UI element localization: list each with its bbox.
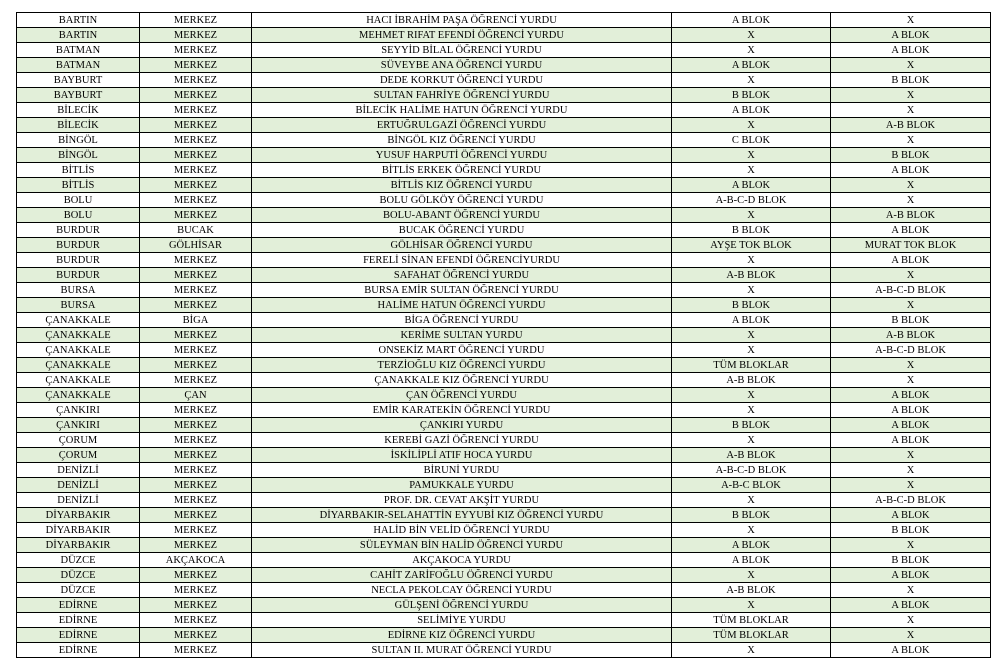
block-column-4-cell: A BLOK — [672, 313, 831, 328]
city-cell: BURDUR — [17, 253, 140, 268]
block-column-5-cell: B BLOK — [831, 73, 991, 88]
block-column-5-cell: X — [831, 58, 991, 73]
table-row — [17, 13, 991, 28]
dormitory-table — [16, 12, 991, 658]
block-column-4-cell: X — [672, 403, 831, 418]
dorm-name-cell: SULTAN FAHRİYE ÖĞRENCİ YURDU — [252, 88, 672, 103]
block-column-4-cell: A-B BLOK — [672, 448, 831, 463]
table-row — [17, 163, 991, 178]
table-row — [17, 433, 991, 448]
district-cell: MERKEZ — [140, 478, 252, 493]
dorm-name-cell: BİTLİS ERKEK ÖĞRENCİ YURDU — [252, 163, 672, 178]
block-column-5-cell: MURAT TOK BLOK — [831, 238, 991, 253]
district-cell: MERKEZ — [140, 268, 252, 283]
block-column-4-cell: A-B-C-D BLOK — [672, 193, 831, 208]
dorm-name-cell: BURSA EMİR SULTAN ÖĞRENCİ YURDU — [252, 283, 672, 298]
block-column-5-cell: B BLOK — [831, 313, 991, 328]
city-cell: DÜZCE — [17, 553, 140, 568]
block-column-4-cell: A-B BLOK — [672, 583, 831, 598]
document-page — [16, 12, 990, 658]
city-cell: DENİZLİ — [17, 463, 140, 478]
block-column-5-cell: X — [831, 103, 991, 118]
city-cell: BARTIN — [17, 28, 140, 43]
dorm-name-cell: BİRUNİ YURDU — [252, 463, 672, 478]
dorm-name-cell: SULTAN II. MURAT ÖĞRENCİ YURDU — [252, 643, 672, 658]
block-column-5-cell: B BLOK — [831, 148, 991, 163]
district-cell: MERKEZ — [140, 28, 252, 43]
city-cell: BOLU — [17, 193, 140, 208]
table-row — [17, 643, 991, 658]
district-cell: MERKEZ — [140, 448, 252, 463]
dorm-name-cell: PAMUKKALE YURDU — [252, 478, 672, 493]
table-row — [17, 193, 991, 208]
block-column-5-cell: X — [831, 193, 991, 208]
block-column-4-cell: A-B BLOK — [672, 373, 831, 388]
city-cell: BİTLİS — [17, 163, 140, 178]
district-cell: AKÇAKOCA — [140, 553, 252, 568]
dorm-name-cell: HALİD BİN VELİD ÖĞRENCİ YURDU — [252, 523, 672, 538]
block-column-5-cell: X — [831, 628, 991, 643]
block-column-4-cell: X — [672, 388, 831, 403]
block-column-4-cell: A BLOK — [672, 553, 831, 568]
block-column-5-cell: A-B BLOK — [831, 328, 991, 343]
block-column-4-cell: B BLOK — [672, 298, 831, 313]
city-cell: BAYBURT — [17, 73, 140, 88]
district-cell: MERKEZ — [140, 283, 252, 298]
table-row — [17, 583, 991, 598]
block-column-4-cell: TÜM BLOKLAR — [672, 628, 831, 643]
city-cell: DİYARBAKIR — [17, 523, 140, 538]
block-column-5-cell: A BLOK — [831, 388, 991, 403]
block-column-5-cell: A BLOK — [831, 418, 991, 433]
dorm-name-cell: SÜVEYBE ANA ÖĞRENCİ YURDU — [252, 58, 672, 73]
city-cell: BATMAN — [17, 43, 140, 58]
table-row — [17, 58, 991, 73]
block-column-5-cell: A-B-C-D BLOK — [831, 343, 991, 358]
city-cell: EDİRNE — [17, 628, 140, 643]
district-cell: MERKEZ — [140, 403, 252, 418]
block-column-4-cell: X — [672, 118, 831, 133]
table-row — [17, 268, 991, 283]
city-cell: ÇANKIRI — [17, 403, 140, 418]
district-cell: MERKEZ — [140, 463, 252, 478]
city-cell: BİNGÖL — [17, 133, 140, 148]
block-column-4-cell: TÜM BLOKLAR — [672, 358, 831, 373]
district-cell: MERKEZ — [140, 58, 252, 73]
block-column-5-cell: A BLOK — [831, 598, 991, 613]
dorm-name-cell: SÜLEYMAN BİN HALİD ÖĞRENCİ YURDU — [252, 538, 672, 553]
block-column-4-cell: A-B-C-D BLOK — [672, 463, 831, 478]
city-cell: EDİRNE — [17, 643, 140, 658]
table-row — [17, 148, 991, 163]
block-column-4-cell: X — [672, 73, 831, 88]
dorm-name-cell: SEYYİD BİLAL ÖĞRENCİ YURDU — [252, 43, 672, 58]
district-cell: MERKEZ — [140, 643, 252, 658]
city-cell: ÇANAKKALE — [17, 373, 140, 388]
district-cell: MERKEZ — [140, 613, 252, 628]
block-column-5-cell: X — [831, 268, 991, 283]
district-cell: MERKEZ — [140, 598, 252, 613]
district-cell: MERKEZ — [140, 328, 252, 343]
table-row — [17, 388, 991, 403]
city-cell: DENİZLİ — [17, 493, 140, 508]
table-row — [17, 328, 991, 343]
city-cell: EDİRNE — [17, 598, 140, 613]
table-row — [17, 223, 991, 238]
dorm-name-cell: CAHİT ZARİFOĞLU ÖĞRENCİ YURDU — [252, 568, 672, 583]
district-cell: MERKEZ — [140, 343, 252, 358]
block-column-5-cell: A BLOK — [831, 403, 991, 418]
block-column-4-cell: A BLOK — [672, 13, 831, 28]
city-cell: BURDUR — [17, 268, 140, 283]
district-cell: MERKEZ — [140, 133, 252, 148]
table-row — [17, 133, 991, 148]
table-row — [17, 523, 991, 538]
block-column-4-cell: X — [672, 253, 831, 268]
dorm-name-cell: KERİME SULTAN YURDU — [252, 328, 672, 343]
dorm-name-cell: HALİME HATUN ÖĞRENCİ YURDU — [252, 298, 672, 313]
table-row — [17, 508, 991, 523]
district-cell: MERKEZ — [140, 373, 252, 388]
district-cell: MERKEZ — [140, 523, 252, 538]
dorm-name-cell: BİNGÖL KIZ ÖĞRENCİ YURDU — [252, 133, 672, 148]
block-column-4-cell: X — [672, 343, 831, 358]
dorm-name-cell: ÇANAKKALE KIZ ÖĞRENCİ YURDU — [252, 373, 672, 388]
dorm-name-cell: İSKİLİPLİ ATIF HOCA YURDU — [252, 448, 672, 463]
dorm-name-cell: TERZİOĞLU KIZ ÖĞRENCİ YURDU — [252, 358, 672, 373]
table-row — [17, 463, 991, 478]
district-cell: MERKEZ — [140, 193, 252, 208]
table-row — [17, 568, 991, 583]
table-row — [17, 73, 991, 88]
table-row — [17, 598, 991, 613]
block-column-4-cell: X — [672, 328, 831, 343]
table-row — [17, 103, 991, 118]
table-row — [17, 538, 991, 553]
block-column-4-cell: X — [672, 433, 831, 448]
district-cell: MERKEZ — [140, 418, 252, 433]
table-row — [17, 478, 991, 493]
district-cell: MERKEZ — [140, 358, 252, 373]
block-column-4-cell: A BLOK — [672, 58, 831, 73]
block-column-5-cell: A BLOK — [831, 223, 991, 238]
district-cell: MERKEZ — [140, 508, 252, 523]
dorm-name-cell: DİYARBAKIR-SELAHATTİN EYYUBİ KIZ ÖĞRENCİ YURDU — [252, 508, 672, 523]
district-cell: MERKEZ — [140, 88, 252, 103]
block-column-4-cell: X — [672, 568, 831, 583]
district-cell: BUCAK — [140, 223, 252, 238]
block-column-5-cell: X — [831, 613, 991, 628]
block-column-5-cell: X — [831, 373, 991, 388]
block-column-5-cell: X — [831, 358, 991, 373]
dorm-name-cell: SAFAHAT ÖĞRENCİ YURDU — [252, 268, 672, 283]
block-column-4-cell: AYŞE TOK BLOK — [672, 238, 831, 253]
block-column-5-cell: A BLOK — [831, 433, 991, 448]
district-cell: MERKEZ — [140, 148, 252, 163]
city-cell: BURSA — [17, 283, 140, 298]
district-cell: MERKEZ — [140, 73, 252, 88]
dorm-name-cell: YUSUF HARPUTİ ÖĞRENCİ YURDU — [252, 148, 672, 163]
city-cell: BİLECİK — [17, 103, 140, 118]
dorm-name-cell: KEREBİ GAZİ ÖĞRENCİ YURDU — [252, 433, 672, 448]
block-column-4-cell: TÜM BLOKLAR — [672, 613, 831, 628]
table-row — [17, 493, 991, 508]
block-column-5-cell: X — [831, 178, 991, 193]
dorm-name-cell: MEHMET RIFAT EFENDİ ÖĞRENCİ YURDU — [252, 28, 672, 43]
district-cell: MERKEZ — [140, 568, 252, 583]
block-column-4-cell: B BLOK — [672, 88, 831, 103]
block-column-5-cell: X — [831, 88, 991, 103]
table-row — [17, 358, 991, 373]
district-cell: MERKEZ — [140, 103, 252, 118]
city-cell: BİTLİS — [17, 178, 140, 193]
dorm-name-cell: NECLA PEKOLCAY ÖĞRENCİ YURDU — [252, 583, 672, 598]
city-cell: BOLU — [17, 208, 140, 223]
district-cell: MERKEZ — [140, 13, 252, 28]
dorm-name-cell: ÇANKIRI YURDU — [252, 418, 672, 433]
block-column-5-cell: A-B BLOK — [831, 208, 991, 223]
block-column-5-cell: A BLOK — [831, 43, 991, 58]
block-column-5-cell: A BLOK — [831, 163, 991, 178]
block-column-5-cell: B BLOK — [831, 553, 991, 568]
table-row — [17, 343, 991, 358]
district-cell: GÖLHİSAR — [140, 238, 252, 253]
city-cell: ÇANKIRI — [17, 418, 140, 433]
city-cell: BURSA — [17, 298, 140, 313]
table-row — [17, 403, 991, 418]
dorm-name-cell: BUCAK ÖĞRENCİ YURDU — [252, 223, 672, 238]
block-column-5-cell: X — [831, 463, 991, 478]
district-cell: MERKEZ — [140, 538, 252, 553]
block-column-4-cell: X — [672, 523, 831, 538]
city-cell: BURDUR — [17, 238, 140, 253]
block-column-4-cell: X — [672, 148, 831, 163]
block-column-4-cell: B BLOK — [672, 508, 831, 523]
dorm-name-cell: BİGA ÖĞRENCİ YURDU — [252, 313, 672, 328]
dorm-name-cell: GÜLŞENİ ÖĞRENCİ YURDU — [252, 598, 672, 613]
block-column-5-cell: A BLOK — [831, 568, 991, 583]
district-cell: MERKEZ — [140, 178, 252, 193]
block-column-4-cell: X — [672, 493, 831, 508]
dorm-name-cell: ONSEKİZ MART ÖĞRENCİ YURDU — [252, 343, 672, 358]
block-column-5-cell: A BLOK — [831, 253, 991, 268]
block-column-4-cell: X — [672, 283, 831, 298]
block-column-5-cell: X — [831, 538, 991, 553]
block-column-4-cell: A BLOK — [672, 538, 831, 553]
city-cell: BİNGÖL — [17, 148, 140, 163]
district-cell: MERKEZ — [140, 118, 252, 133]
district-cell: ÇAN — [140, 388, 252, 403]
city-cell: ÇORUM — [17, 433, 140, 448]
city-cell: DİYARBAKIR — [17, 538, 140, 553]
dorm-name-cell: HACI İBRAHİM PAŞA ÖĞRENCİ YURDU — [252, 13, 672, 28]
block-column-5-cell: B BLOK — [831, 523, 991, 538]
district-cell: MERKEZ — [140, 583, 252, 598]
block-column-5-cell: X — [831, 478, 991, 493]
table-row — [17, 418, 991, 433]
city-cell: BİLECİK — [17, 118, 140, 133]
dorm-name-cell: BİLECİK HALİME HATUN ÖĞRENCİ YURDU — [252, 103, 672, 118]
block-column-4-cell: C BLOK — [672, 133, 831, 148]
district-cell: MERKEZ — [140, 208, 252, 223]
city-cell: BATMAN — [17, 58, 140, 73]
city-cell: DÜZCE — [17, 568, 140, 583]
dorm-name-cell: PROF. DR. CEVAT AKŞİT YURDU — [252, 493, 672, 508]
table-row — [17, 373, 991, 388]
district-cell: MERKEZ — [140, 298, 252, 313]
table-row — [17, 208, 991, 223]
table-row — [17, 283, 991, 298]
table-row — [17, 298, 991, 313]
dorm-name-cell: GÖLHİSAR ÖĞRENCİ YURDU — [252, 238, 672, 253]
dorm-name-cell: BOLU-ABANT ÖĞRENCİ YURDU — [252, 208, 672, 223]
block-column-4-cell: B BLOK — [672, 223, 831, 238]
block-column-5-cell: X — [831, 133, 991, 148]
dorm-name-cell: FERELİ SİNAN EFENDİ ÖĞRENCİYURDU — [252, 253, 672, 268]
block-column-4-cell: X — [672, 43, 831, 58]
district-cell: MERKEZ — [140, 43, 252, 58]
block-column-5-cell: X — [831, 298, 991, 313]
table-row — [17, 313, 991, 328]
table-body — [17, 13, 991, 658]
city-cell: ÇANAKKALE — [17, 313, 140, 328]
dorm-name-cell: ERTUĞRULGAZİ ÖĞRENCİ YURDU — [252, 118, 672, 133]
district-cell: MERKEZ — [140, 253, 252, 268]
table-row — [17, 613, 991, 628]
district-cell: MERKEZ — [140, 628, 252, 643]
dorm-name-cell: EMİR KARATEKİN ÖĞRENCİ YURDU — [252, 403, 672, 418]
block-column-4-cell: X — [672, 208, 831, 223]
table-row — [17, 88, 991, 103]
block-column-5-cell: A-B BLOK — [831, 118, 991, 133]
block-column-4-cell: B BLOK — [672, 418, 831, 433]
city-cell: EDİRNE — [17, 613, 140, 628]
city-cell: DİYARBAKIR — [17, 508, 140, 523]
district-cell: MERKEZ — [140, 163, 252, 178]
block-column-5-cell: A BLOK — [831, 643, 991, 658]
table-row — [17, 553, 991, 568]
city-cell: ÇORUM — [17, 448, 140, 463]
city-cell: ÇANAKKALE — [17, 343, 140, 358]
block-column-4-cell: X — [672, 643, 831, 658]
city-cell: DÜZCE — [17, 583, 140, 598]
block-column-4-cell: X — [672, 598, 831, 613]
block-column-5-cell: X — [831, 13, 991, 28]
table-row — [17, 628, 991, 643]
city-cell: ÇANAKKALE — [17, 358, 140, 373]
block-column-5-cell: X — [831, 448, 991, 463]
city-cell: DENİZLİ — [17, 478, 140, 493]
table-row — [17, 118, 991, 133]
city-cell: BARTIN — [17, 13, 140, 28]
dorm-name-cell: SELİMİYE YURDU — [252, 613, 672, 628]
block-column-5-cell: A-B-C-D BLOK — [831, 493, 991, 508]
dorm-name-cell: BOLU GÖLKÖY ÖĞRENCİ YURDU — [252, 193, 672, 208]
city-cell: BAYBURT — [17, 88, 140, 103]
district-cell: BİGA — [140, 313, 252, 328]
block-column-5-cell: A-B-C-D BLOK — [831, 283, 991, 298]
district-cell: MERKEZ — [140, 433, 252, 448]
block-column-4-cell: A-B BLOK — [672, 268, 831, 283]
district-cell: MERKEZ — [140, 493, 252, 508]
table-row — [17, 43, 991, 58]
city-cell: ÇANAKKALE — [17, 328, 140, 343]
block-column-4-cell: X — [672, 28, 831, 43]
dorm-name-cell: EDİRNE KIZ ÖĞRENCİ YURDU — [252, 628, 672, 643]
block-column-4-cell: A-B-C BLOK — [672, 478, 831, 493]
city-cell: ÇANAKKALE — [17, 388, 140, 403]
dorm-name-cell: ÇAN ÖĞRENCİ YURDU — [252, 388, 672, 403]
table-row — [17, 253, 991, 268]
block-column-4-cell: A BLOK — [672, 103, 831, 118]
block-column-5-cell: A BLOK — [831, 508, 991, 523]
block-column-4-cell: A BLOK — [672, 178, 831, 193]
dorm-name-cell: BİTLİS KIZ ÖĞRENCİ YURDU — [252, 178, 672, 193]
table-row — [17, 238, 991, 253]
table-row — [17, 28, 991, 43]
dorm-name-cell: AKÇAKOCA YURDU — [252, 553, 672, 568]
block-column-5-cell: X — [831, 583, 991, 598]
table-row — [17, 448, 991, 463]
block-column-5-cell: A BLOK — [831, 28, 991, 43]
block-column-4-cell: X — [672, 163, 831, 178]
dorm-name-cell: DEDE KORKUT ÖĞRENCİ YURDU — [252, 73, 672, 88]
city-cell: BURDUR — [17, 223, 140, 238]
table-row — [17, 178, 991, 193]
